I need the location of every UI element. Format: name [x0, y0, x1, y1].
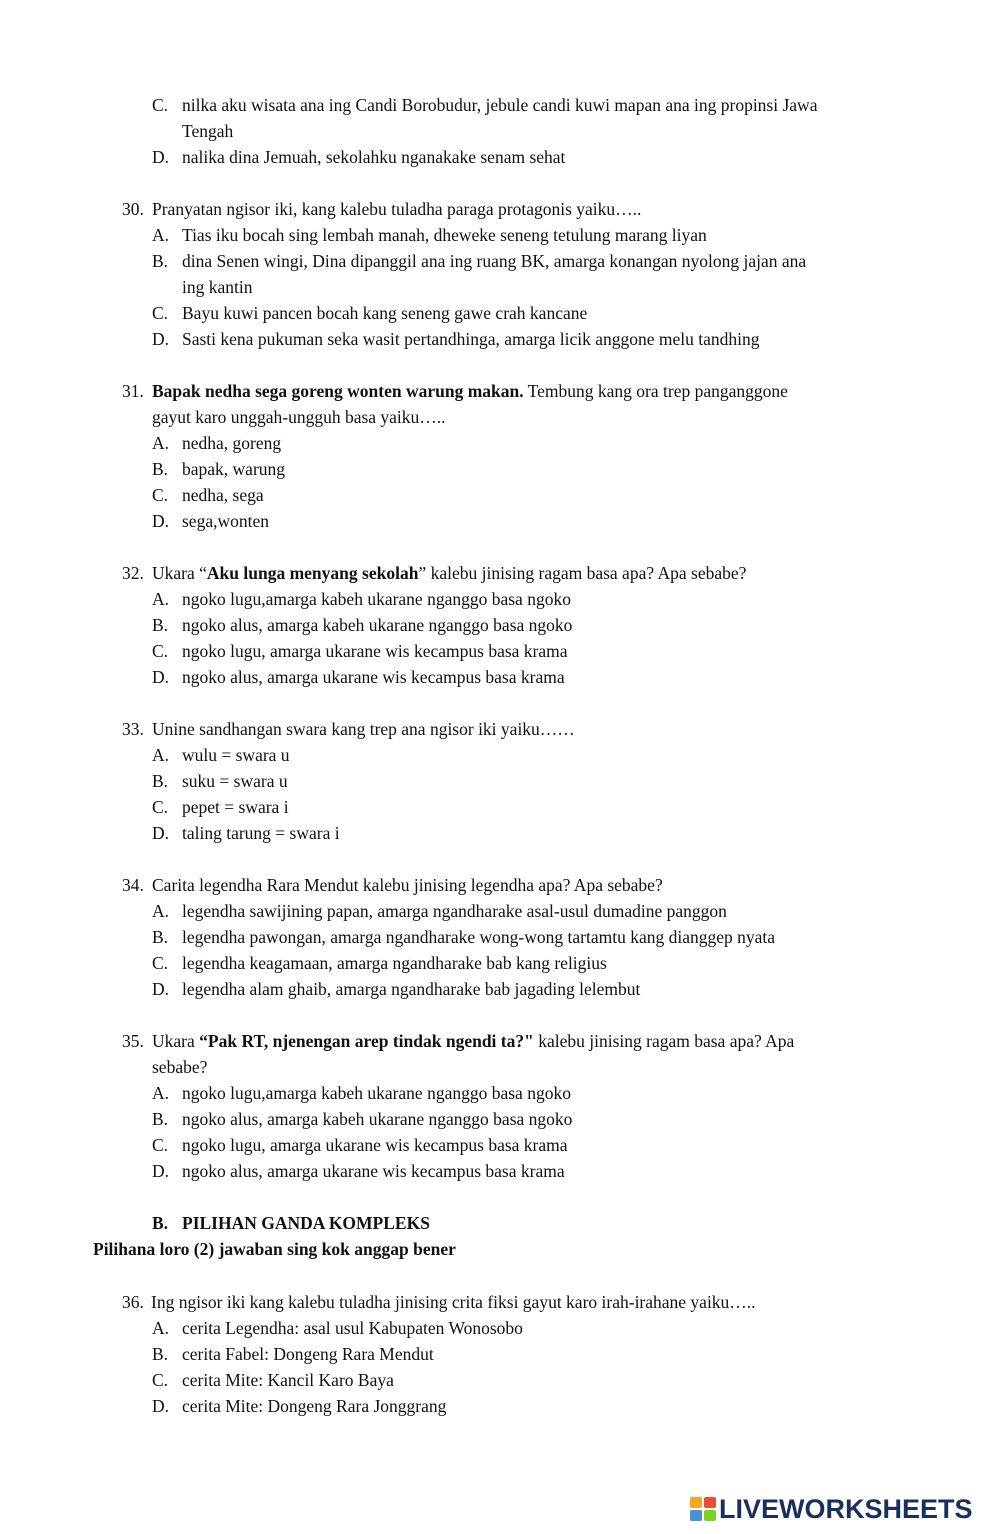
question-text-line2: gayut karo unggah-ungguh basa yaiku…..: [152, 407, 446, 427]
option-text: Tengah: [182, 121, 234, 141]
option-letter: D.: [152, 1396, 170, 1416]
option-text: ngoko alus, amarga kabeh ukarane nganggo basa ngoko: [182, 1109, 573, 1129]
option-text: legendha keagamaan, amarga ngandharake bab kang religius: [182, 953, 607, 973]
logo-square: [690, 1497, 702, 1508]
option-text: nalika dina Jemuah, sekolahku nganakake senam sehat: [182, 147, 566, 167]
option-text: sega,wonten: [182, 511, 269, 531]
option-letter: B.: [152, 927, 169, 947]
question-number: 34.: [122, 875, 144, 895]
option-text: nilka aku wisata ana ing Candi Borobudur, jebule candi kuwi mapan ana ing propinsi Jawa: [182, 95, 818, 115]
option-letter: B.: [152, 1109, 169, 1129]
option-letter: A.: [152, 745, 170, 765]
option-text: cerita Fabel: Dongeng Rara Mendut: [182, 1344, 434, 1364]
option-letter: A.: [152, 225, 170, 245]
option-text: ngoko alus, amarga ukarane wis kecampus basa krama: [182, 1161, 565, 1181]
question-text: Pranyatan ngisor iki, kang kalebu tuladha paraga protagonis yaiku…..: [152, 199, 642, 219]
option-text: Sasti kena pukuman seka wasit pertandhinga, amarga licik anggone melu tandhing: [182, 329, 760, 349]
option-letter: C.: [152, 95, 169, 115]
question-text-post: ” kalebu jinising ragam basa apa? Apa sebabe?: [418, 563, 747, 583]
option-text: taling tarung = swara i: [182, 823, 340, 843]
option-letter: D.: [152, 823, 170, 843]
liveworksheets-icon: [690, 1497, 716, 1521]
question-text-pre: Ukara: [152, 1031, 200, 1051]
section-letter: B.: [152, 1213, 169, 1233]
option-letter: D.: [152, 667, 170, 687]
question-text: [152, 560, 746, 586]
question-number: 33.: [122, 719, 144, 739]
question-text: [152, 378, 788, 404]
option-text: ngoko lugu, amarga ukarane wis kecampus basa krama: [182, 1135, 568, 1155]
question-number: 35.: [122, 1031, 144, 1051]
option-text: ngoko alus, amarga kabeh ukarane nganggo basa ngoko: [182, 615, 573, 635]
logo-square: [690, 1510, 702, 1521]
question-bold-text: Bapak nedha sega goreng wonten warung makan.: [152, 381, 524, 401]
question-number: 32.: [122, 563, 144, 583]
question-text: Ing ngisor iki kang kalebu tuladha jinising crita fiksi gayut karo irah-irahane yaiku…..: [151, 1292, 756, 1312]
question-text: Unine sandhangan swara kang trep ana ngisor iki yaiku……: [152, 719, 575, 739]
liveworksheets-logo: [690, 1494, 973, 1524]
question-bold-text: “Pak RT, njenengan arep tindak ngendi ta?": [199, 1031, 534, 1051]
option-letter: C.: [152, 953, 169, 973]
option-text: cerita Mite: Kancil Karo Baya: [182, 1370, 394, 1390]
option-text: legendha sawijining papan, amarga ngandharake asal-usul dumadine panggon: [182, 901, 727, 921]
option-letter: D.: [152, 1161, 170, 1181]
option-letter: C.: [152, 1370, 169, 1390]
option-text: Bayu kuwi pancen bocah kang seneng gawe crah kancane: [182, 303, 588, 323]
option-text: nedha, sega: [182, 485, 264, 505]
question-text: [152, 1028, 794, 1054]
option-text: pepet = swara i: [182, 797, 289, 817]
option-letter: D.: [152, 511, 170, 531]
option-text: ngoko lugu,amarga kabeh ukarane nganggo basa ngoko: [182, 1083, 571, 1103]
option-text: bapak, warung: [182, 459, 286, 479]
option-letter: B.: [152, 615, 169, 635]
option-text: dina Senen wingi, Dina dipanggil ana ing ruang BK, amarga konangan nyolong jajan ana: [182, 251, 807, 271]
option-letter: B.: [152, 251, 169, 271]
option-text: cerita Legendha: asal usul Kabupaten Wonosobo: [182, 1318, 523, 1338]
option-text: ngoko lugu,amarga kabeh ukarane nganggo basa ngoko: [182, 589, 571, 609]
question-text-post: kalebu jinising ragam basa apa? Apa: [533, 1031, 795, 1051]
option-letter: D.: [152, 147, 170, 167]
option-text: legendha alam ghaib, amarga ngandharake bab jagading lelembut: [182, 979, 641, 999]
option-letter: C.: [152, 303, 169, 323]
option-letter: B.: [152, 771, 169, 791]
option-letter: A.: [152, 589, 170, 609]
question-bold-text: Aku lunga menyang sekolah: [206, 563, 419, 583]
option-text: cerita Mite: Dongeng Rara Jonggrang: [182, 1396, 447, 1416]
option-letter: C.: [152, 485, 169, 505]
question-text-after: Tembung kang ora trep panganggone: [523, 381, 788, 401]
option-text: nedha, goreng: [182, 433, 282, 453]
liveworksheets-text: LIVEWORKSHEETS: [719, 1493, 973, 1524]
option-text: wulu = swara u: [182, 745, 290, 765]
section-instruction: Pilihana loro (2) jawaban sing kok anggap bener: [93, 1239, 456, 1259]
question-number: 30.: [122, 199, 144, 219]
question-text-pre: Ukara “: [152, 563, 207, 583]
option-letter: A.: [152, 901, 170, 921]
logo-square: [704, 1497, 716, 1508]
option-text: ngoko lugu, amarga ukarane wis kecampus basa krama: [182, 641, 568, 661]
option-text: legendha pawongan, amarga ngandharake wong-wong tartamtu kang dianggep nyata: [182, 927, 776, 947]
section-title: PILIHAN GANDA KOMPLEKS: [182, 1213, 430, 1233]
option-letter: C.: [152, 641, 169, 661]
question-number: 36.: [122, 1292, 144, 1312]
question-text-line2: sebabe?: [152, 1057, 208, 1077]
option-text: ing kantin: [182, 277, 253, 297]
option-text: ngoko alus, amarga ukarane wis kecampus basa krama: [182, 667, 565, 687]
question-text: Carita legendha Rara Mendut kalebu jinising legendha apa? Apa sebabe?: [152, 875, 663, 895]
logo-square: [704, 1510, 716, 1521]
option-letter: B.: [152, 459, 169, 479]
option-text: Tias iku bocah sing lembah manah, dheweke seneng tetulung marang liyan: [182, 225, 707, 245]
option-letter: D.: [152, 979, 170, 999]
option-letter: B.: [152, 1344, 169, 1364]
option-letter: A.: [152, 1083, 170, 1103]
option-letter: A.: [152, 1318, 170, 1338]
option-letter: A.: [152, 433, 170, 453]
option-letter: C.: [152, 1135, 169, 1155]
option-text: suku = swara u: [182, 771, 288, 791]
option-letter: D.: [152, 329, 170, 349]
question-number: 31.: [122, 381, 144, 401]
option-letter: C.: [152, 797, 169, 817]
